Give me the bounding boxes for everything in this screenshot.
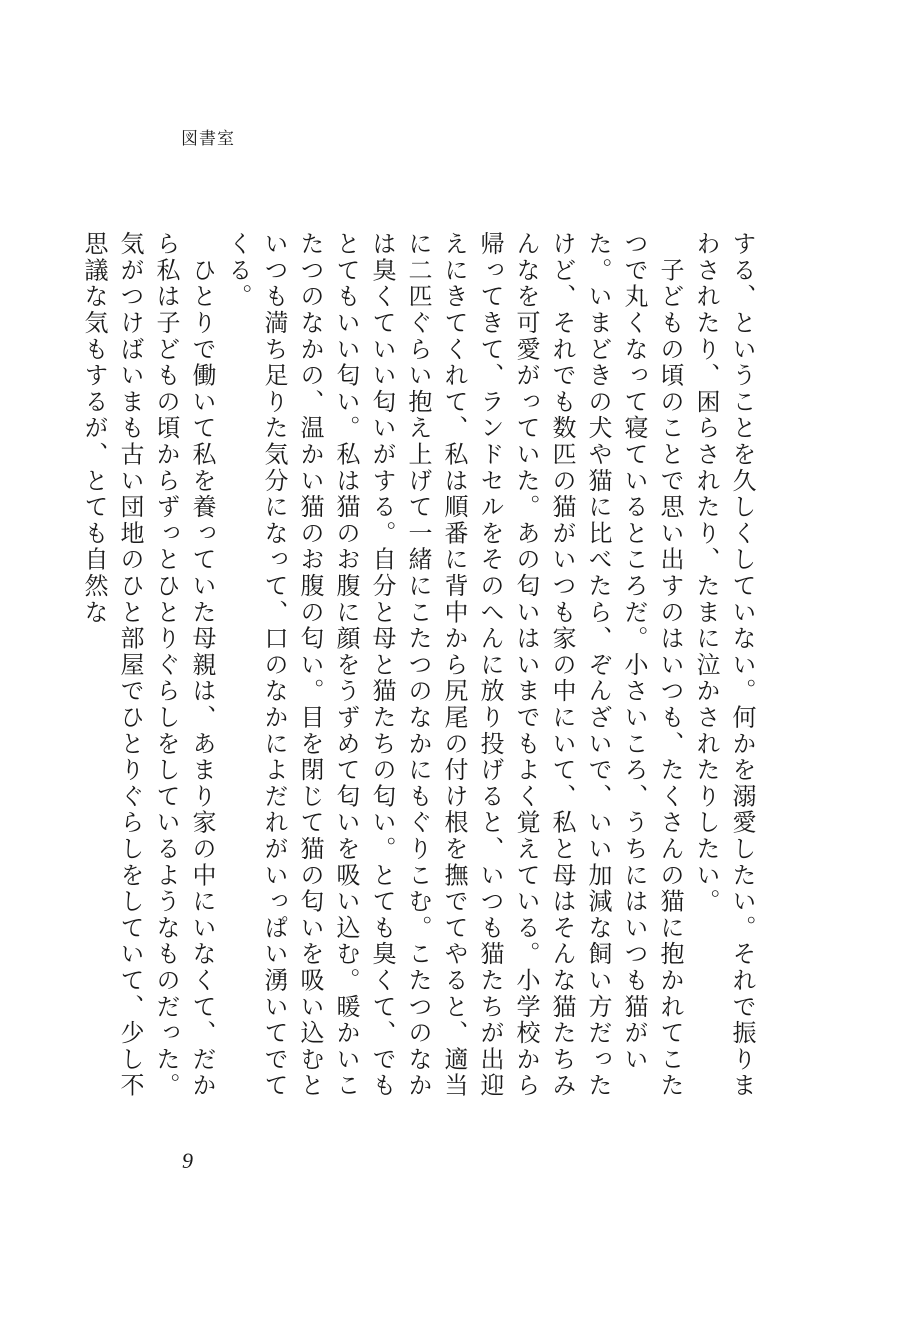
page-number: 9	[182, 1148, 193, 1173]
paragraph-2: 子どもの頃のことで思い出すのはいつも、たくさんの猫に抱かれてこたつで丸くなって寝ているところだ。小さいころ、うちにはいつも猫がいた。いまどきの犬や猫に比べたら、ぞんざいで、いい加減な飼い方だったけど、それでも数匹の猫がいつも家の中にいて、私と母はそんな猫たちみんなを可愛がっていた。あの匂いはいまでもよく覚えている。小学校から帰ってきて、ランドセルをそのへんに放り投げると、いつも猫たちが出迎えにきてくれて、私は順番に背中から尻尾の付け根を撫でてやると、適当に二匹ぐらい抱え上げて一緒にこたつのなかにもぐりこむ。こたつのなかは臭くていい匂いがする。自分と母と猫たちの匂い。とても臭くて、でもとてもいい匂い。私は猫のお腹に顔をうずめて匂いを吸い込む。暖かいこたつのなかの、温かい猫のお腹の匂い。目を閉じて猫の匂いを吸い込むといつも満ち足りた気分になって、口のなかによだれがいっぱい湧いてでてくる。	[224, 231, 684, 1099]
body-text	[80, 231, 760, 1101]
running-head: 図書室	[181, 129, 235, 149]
paragraph-1: する、ということを久しくしていない。何かを溺愛したい。それで振りまわされたり、困らされたり、たまに泣かされたりしたい。	[692, 231, 756, 1099]
paragraph-3: ひとりで働いて私を養っていた母親は、あまり家の中にいなくて、だから私は子どもの頃からずっとひとりぐらしをしているようなものだった。気がつけばいまも古い団地のひと部屋でひとりぐらしをしていて、少し不思議な気もするが、とても自然な	[80, 231, 216, 1099]
